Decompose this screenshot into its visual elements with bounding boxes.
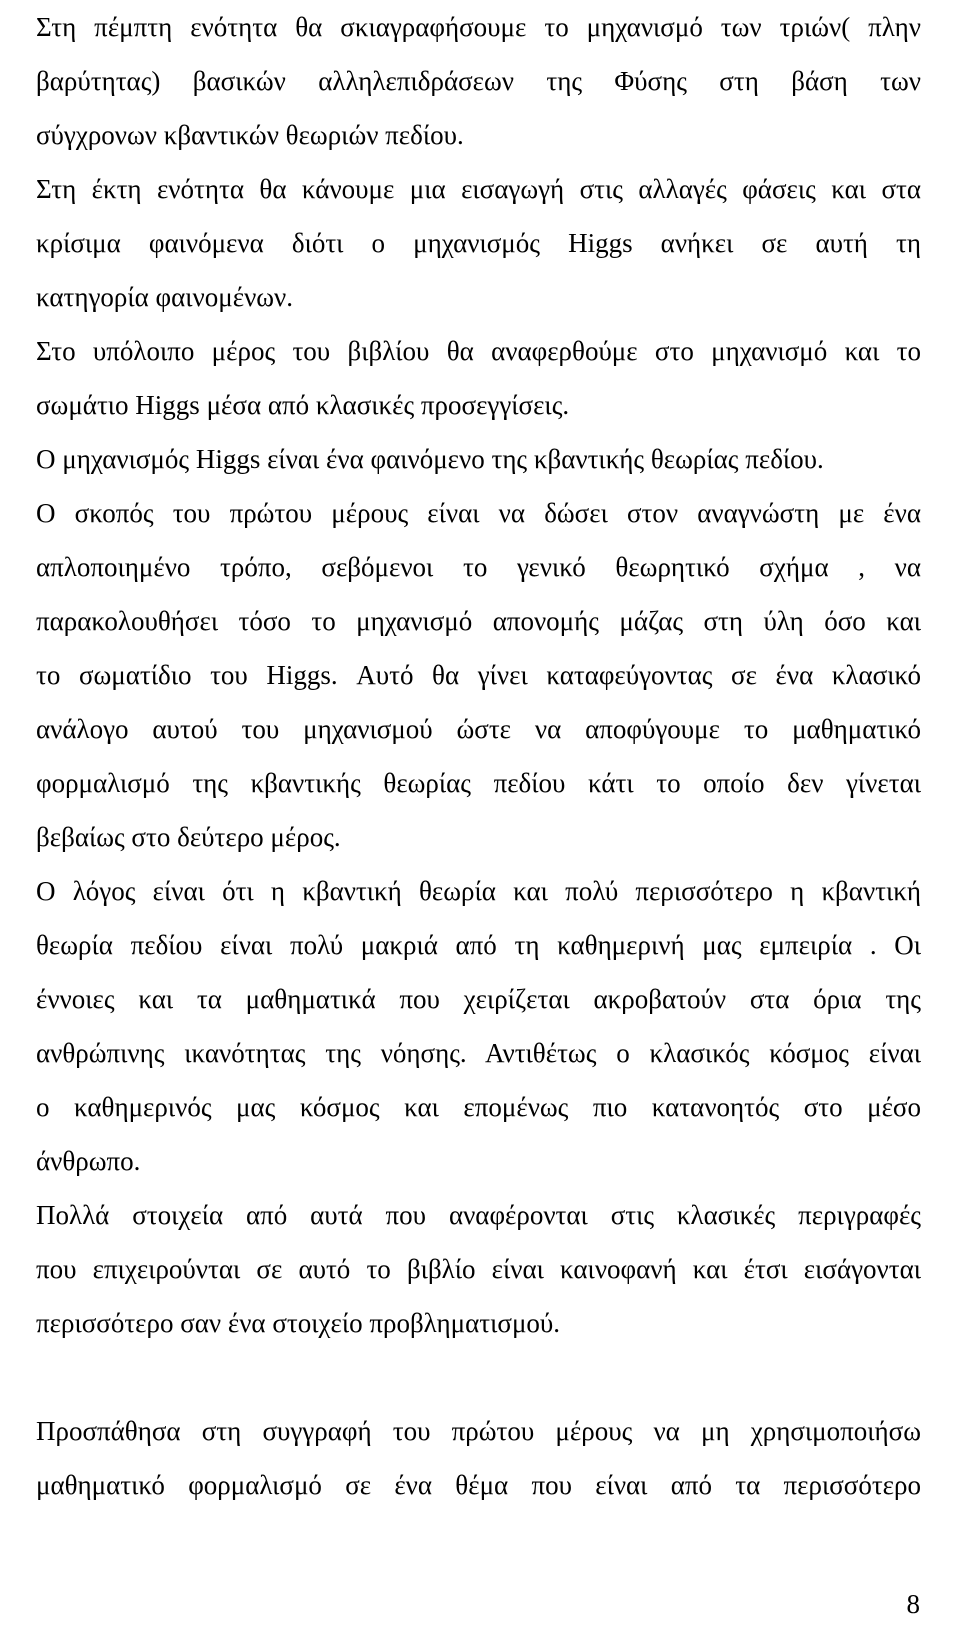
text-line: μαθηματικό φορμαλισμό σε ένα θέμα που είναι από τα περισσότερο — [36, 1470, 921, 1500]
text-line: έννοιες και τα μαθηματικά που χειρίζεται ακροβατούν στα όρια της — [36, 984, 921, 1014]
text-line: φορμαλισμό της κβαντικής θεωρίας πεδίου κάτι το οποίο δεν γίνεται — [36, 768, 921, 798]
page-number: 8 — [906, 1589, 920, 1619]
text-line: Ο μηχανισμός Higgs είναι ένα φαινόμενο της κβαντικής θεωρίας πεδίου. — [36, 444, 824, 474]
text-line: απλοποιημένο τρόπο, σεβόμενοι το γενικό θεωρητικό σχήμα , να — [36, 552, 921, 582]
text-line: βαρύτητας) βασικών αλληλεπιδράσεων της Φύσης στη βάση των — [36, 66, 921, 96]
text-line: που επιχειρούνται σε αυτό το βιβλίο είναι καινοφανή και έτσι εισάγονται — [36, 1254, 921, 1284]
text-line: Ο σκοπός του πρώτου μέρους είναι να δώσει στον αναγνώστη με ένα — [36, 498, 921, 528]
text-line: βεβαίως στο δεύτερο μέρος. — [36, 822, 341, 852]
text-line: παρακολουθήσει τόσο το μηχανισμό απονομής μάζας στη ύλη όσο και — [36, 606, 921, 636]
text-line: Προσπάθησα στη συγγραφή του πρώτου μέρους να μη χρησιμοποιήσω — [36, 1416, 921, 1446]
text-line: κατηγορία φαινομένων. — [36, 282, 294, 312]
text-line: περισσότερο σαν ένα στοιχείο προβληματισμού. — [36, 1308, 561, 1338]
text-line: θεωρία πεδίου είναι πολύ μακριά από τη καθημερινή μας εμπειρία . Οι — [36, 930, 921, 960]
text-line: ανάλογο αυτού του μηχανισμού ώστε να αποφύγουμε το μαθηματικό — [36, 714, 921, 744]
text-line: κρίσιμα φαινόμενα διότι ο μηχανισμός Higgs ανήκει σε αυτή τη — [36, 228, 921, 258]
text-line: άνθρωπο. — [36, 1146, 141, 1176]
text-line: σύγχρονων κβαντικών θεωριών πεδίου. — [36, 120, 464, 150]
text-line: Πολλά στοιχεία από αυτά που αναφέρονται στις κλασικές περιγραφές — [36, 1200, 921, 1230]
text-line: Στο υπόλοιπο μέρος του βιβλίου θα αναφερθούμε στο μηχανισμό και το — [36, 336, 921, 366]
body-text — [36, 0, 921, 1512]
text-line: ανθρώπινης ικανότητας της νόησης. Αντιθέτως ο κλασικός κόσμος είναι — [36, 1038, 921, 1068]
text-line: Ο λόγος είναι ότι η κβαντική θεωρία και πολύ περισσότερο η κβαντική — [36, 876, 921, 906]
text-line: Στη πέμπτη ενότητα θα σκιαγραφήσουμε το μηχανισμό των τριών( πλην — [36, 12, 921, 42]
blank-line — [36, 1350, 921, 1404]
text-line: Στη έκτη ενότητα θα κάνουμε μια εισαγωγή στις αλλαγές φάσεις και στα — [36, 174, 921, 204]
text-line: σωμάτιο Higgs μέσα από κλασικές προσεγγίσεις. — [36, 390, 570, 420]
text-line: ο καθημερινός μας κόσμος και επομένως πιο κατανοητός στο μέσο — [36, 1092, 921, 1122]
text-line: το σωματίδιο του Higgs. Αυτό θα γίνει καταφεύγοντας σε ένα κλασικό — [36, 660, 921, 690]
